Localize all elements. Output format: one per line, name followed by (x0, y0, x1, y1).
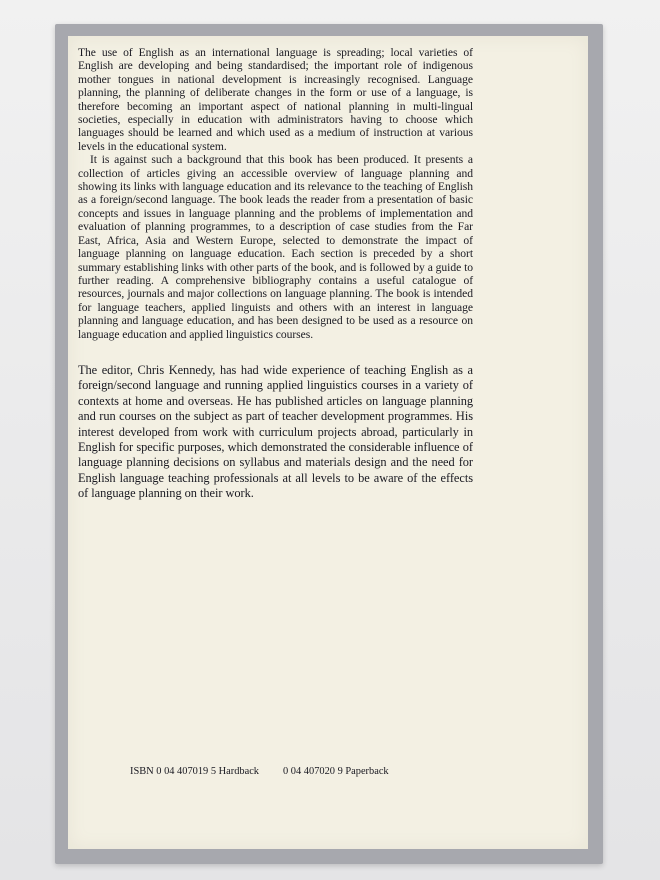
blurb-text-block (78, 46, 473, 502)
blurb-paragraph-2: It is against such a background that this book has been produced. It presents a collection of articles giving an accessible overview of language planning and showing its links with language education and its relevance to the teaching of English as a foreign/second language. The book leads the reader from a presentation of basic concepts and issues in language planning and the problems of implementation and evaluation of planning programmes, to a description of case studies from the Far East, Africa, Asia and Western Europe, selected to demonstrate the impact of language planning on language education. Each section is preceded by a short summary establishing links with other parts of the book, and is followed by a guide to further reading. A comprehensive bibliography contains a useful catalogue of resources, journals and major collections on language planning. The book is intended for language teachers, applied linguists and others with an interest in language planning and language education, and has been designed to be used as a resource on language education and applied linguistics courses. (78, 153, 473, 341)
isbn-paperback: 0 04 407020 9 Paperback (283, 766, 389, 777)
isbn-line (130, 766, 450, 777)
isbn-hardback: ISBN 0 04 407019 5 Hardback (130, 766, 260, 777)
editor-paragraph: The editor, Chris Kennedy, has had wide experience of teaching English as a foreign/second language and running applied linguistics courses in a variety of contexts at home and overseas. He has published articles on language planning and run courses on the subject as part of teacher development programmes. His interest developed from work with curriculum projects abroad, particularly in English for specific purposes, which demonstrated the considerable influence of language planning decisions on syllabus and materials design and the need for English language teaching professionals at all levels to be aware of the effects of language planning on their work. (78, 362, 473, 501)
blurb-paragraph-1: The use of English as an international language is spreading; local varieties of English are developing and being standardised; the important role of indigenous mother tongues in national development is increasingly recognised. Language planning, the planning of deliberate changes in the form or use of a language, is therefore becoming an important aspect of national planning in multi-lingual societies, especially in education with administrators having to choose which languages should be learned and which used as a medium of instruction at various levels in the educational system. (78, 46, 473, 153)
